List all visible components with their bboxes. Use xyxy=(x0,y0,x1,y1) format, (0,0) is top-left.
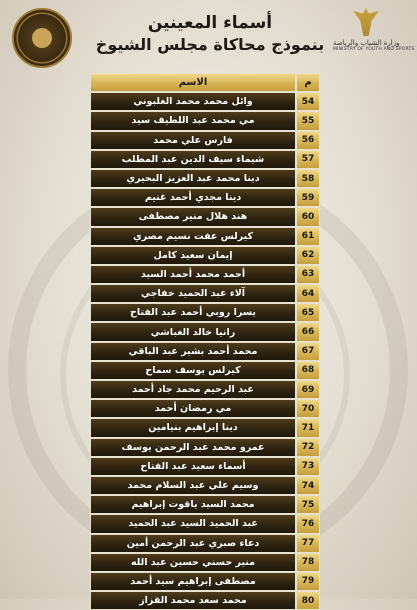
column-header-number: م xyxy=(296,73,320,92)
table-row xyxy=(90,380,320,399)
row-name: دينا إبراهيم بنيامين xyxy=(90,418,296,437)
table-row xyxy=(90,534,320,553)
row-number: 58 xyxy=(296,169,320,188)
row-number: 62 xyxy=(296,246,320,265)
row-name: أسماء سعيد عبد الفتاح xyxy=(90,457,296,476)
row-number: 56 xyxy=(296,131,320,150)
row-number: 71 xyxy=(296,418,320,437)
row-number: 54 xyxy=(296,92,320,111)
row-number: 69 xyxy=(296,380,320,399)
row-name: عبد الحميد السيد عبد الحميد xyxy=(90,514,296,533)
row-name: آلاء عبد الحميد خفاجي xyxy=(90,284,296,303)
row-name: دينا مجدي أحمد غنيم xyxy=(90,188,296,207)
row-name: مي محمد عبد اللطيف سيد xyxy=(90,111,296,130)
row-name: عبد الرحيم محمد جاد أحمد xyxy=(90,380,296,399)
row-number: 60 xyxy=(296,207,320,226)
table-row xyxy=(90,284,320,303)
row-number: 70 xyxy=(296,399,320,418)
table-row xyxy=(90,265,320,284)
row-name: مي رمضان أحمد xyxy=(90,399,296,418)
row-name: فارس علي محمد xyxy=(90,131,296,150)
table-row xyxy=(90,342,320,361)
row-name: محمد سعد محمد القزاز xyxy=(90,591,296,610)
row-name: محمد السيد ياقوت إبراهيم xyxy=(90,495,296,514)
table-row xyxy=(90,438,320,457)
row-number: 57 xyxy=(296,150,320,169)
row-name: دينا محمد عبد العزيز البحيري xyxy=(90,169,296,188)
row-name: كيرلس عفت نسيم مصري xyxy=(90,227,296,246)
row-name: عمرو محمد عبد الرحمن يوسف xyxy=(90,438,296,457)
names-table xyxy=(90,73,320,610)
title-line-2: بنموذج محاكاة مجلس الشيوخ xyxy=(95,35,325,54)
table-row xyxy=(90,150,320,169)
table-row xyxy=(90,227,320,246)
table-row xyxy=(90,361,320,380)
table-row xyxy=(90,572,320,591)
row-name: رانيا خالد الغباشي xyxy=(90,322,296,341)
table-row xyxy=(90,246,320,265)
table-header-row xyxy=(90,73,320,92)
table-row xyxy=(90,303,320,322)
table-row xyxy=(90,495,320,514)
table-row xyxy=(90,111,320,130)
table-row xyxy=(90,591,320,610)
table-row xyxy=(90,131,320,150)
row-name: وائل محمد محمد الغلبوني xyxy=(90,92,296,111)
row-name: كيرلس يوسف سماح xyxy=(90,361,296,380)
column-header-name: الاسم xyxy=(90,73,296,92)
table-row xyxy=(90,418,320,437)
row-name: يسرا روبي أحمد عبد الفتاح xyxy=(90,303,296,322)
table-row xyxy=(90,457,320,476)
row-number: 79 xyxy=(296,572,320,591)
row-name: مصطفى إبراهيم سيد أحمد xyxy=(90,572,296,591)
row-number: 78 xyxy=(296,553,320,572)
row-number: 66 xyxy=(296,322,320,341)
ministry-logo xyxy=(333,8,415,70)
table-row xyxy=(90,207,320,226)
row-name: دعاء صبري عبد الرحمن أمين xyxy=(90,534,296,553)
ministry-name-en: MINISTRY OF YOUTH AND SPORTS xyxy=(333,47,415,52)
row-number: 74 xyxy=(296,476,320,495)
table-row xyxy=(90,399,320,418)
row-number: 76 xyxy=(296,514,320,533)
ministry-seal-icon xyxy=(12,8,72,68)
row-number: 72 xyxy=(296,438,320,457)
table-row xyxy=(90,322,320,341)
row-name: وسيم علي عبد السلام محمد xyxy=(90,476,296,495)
row-name: شيماء سيف الدين عبد المطلب xyxy=(90,150,296,169)
table-row xyxy=(90,188,320,207)
row-name: منير حسني حسين عبد الله xyxy=(90,553,296,572)
ministry-name-ar: وزارة الشباب والرياضة xyxy=(333,39,400,47)
row-number: 59 xyxy=(296,188,320,207)
row-number: 63 xyxy=(296,265,320,284)
row-number: 61 xyxy=(296,227,320,246)
page-title xyxy=(90,12,330,56)
row-name: محمد أحمد بشير عبد الباقي xyxy=(90,342,296,361)
row-number: 77 xyxy=(296,534,320,553)
table-row xyxy=(90,169,320,188)
row-number: 64 xyxy=(296,284,320,303)
row-number: 80 xyxy=(296,591,320,610)
table-row xyxy=(90,514,320,533)
row-number: 75 xyxy=(296,495,320,514)
row-name: هند هلال منير مصطفى xyxy=(90,207,296,226)
row-name: إيمان سعيد كامل xyxy=(90,246,296,265)
row-name: أحمد محمد أحمد السيد xyxy=(90,265,296,284)
table-row xyxy=(90,92,320,111)
row-number: 55 xyxy=(296,111,320,130)
row-number: 73 xyxy=(296,457,320,476)
header xyxy=(0,0,417,75)
table-row xyxy=(90,476,320,495)
egypt-eagle-icon xyxy=(353,8,379,36)
row-number: 65 xyxy=(296,303,320,322)
row-number: 68 xyxy=(296,361,320,380)
title-line-1: أسماء المعينين xyxy=(147,13,273,33)
row-number: 67 xyxy=(296,342,320,361)
table-row xyxy=(90,553,320,572)
